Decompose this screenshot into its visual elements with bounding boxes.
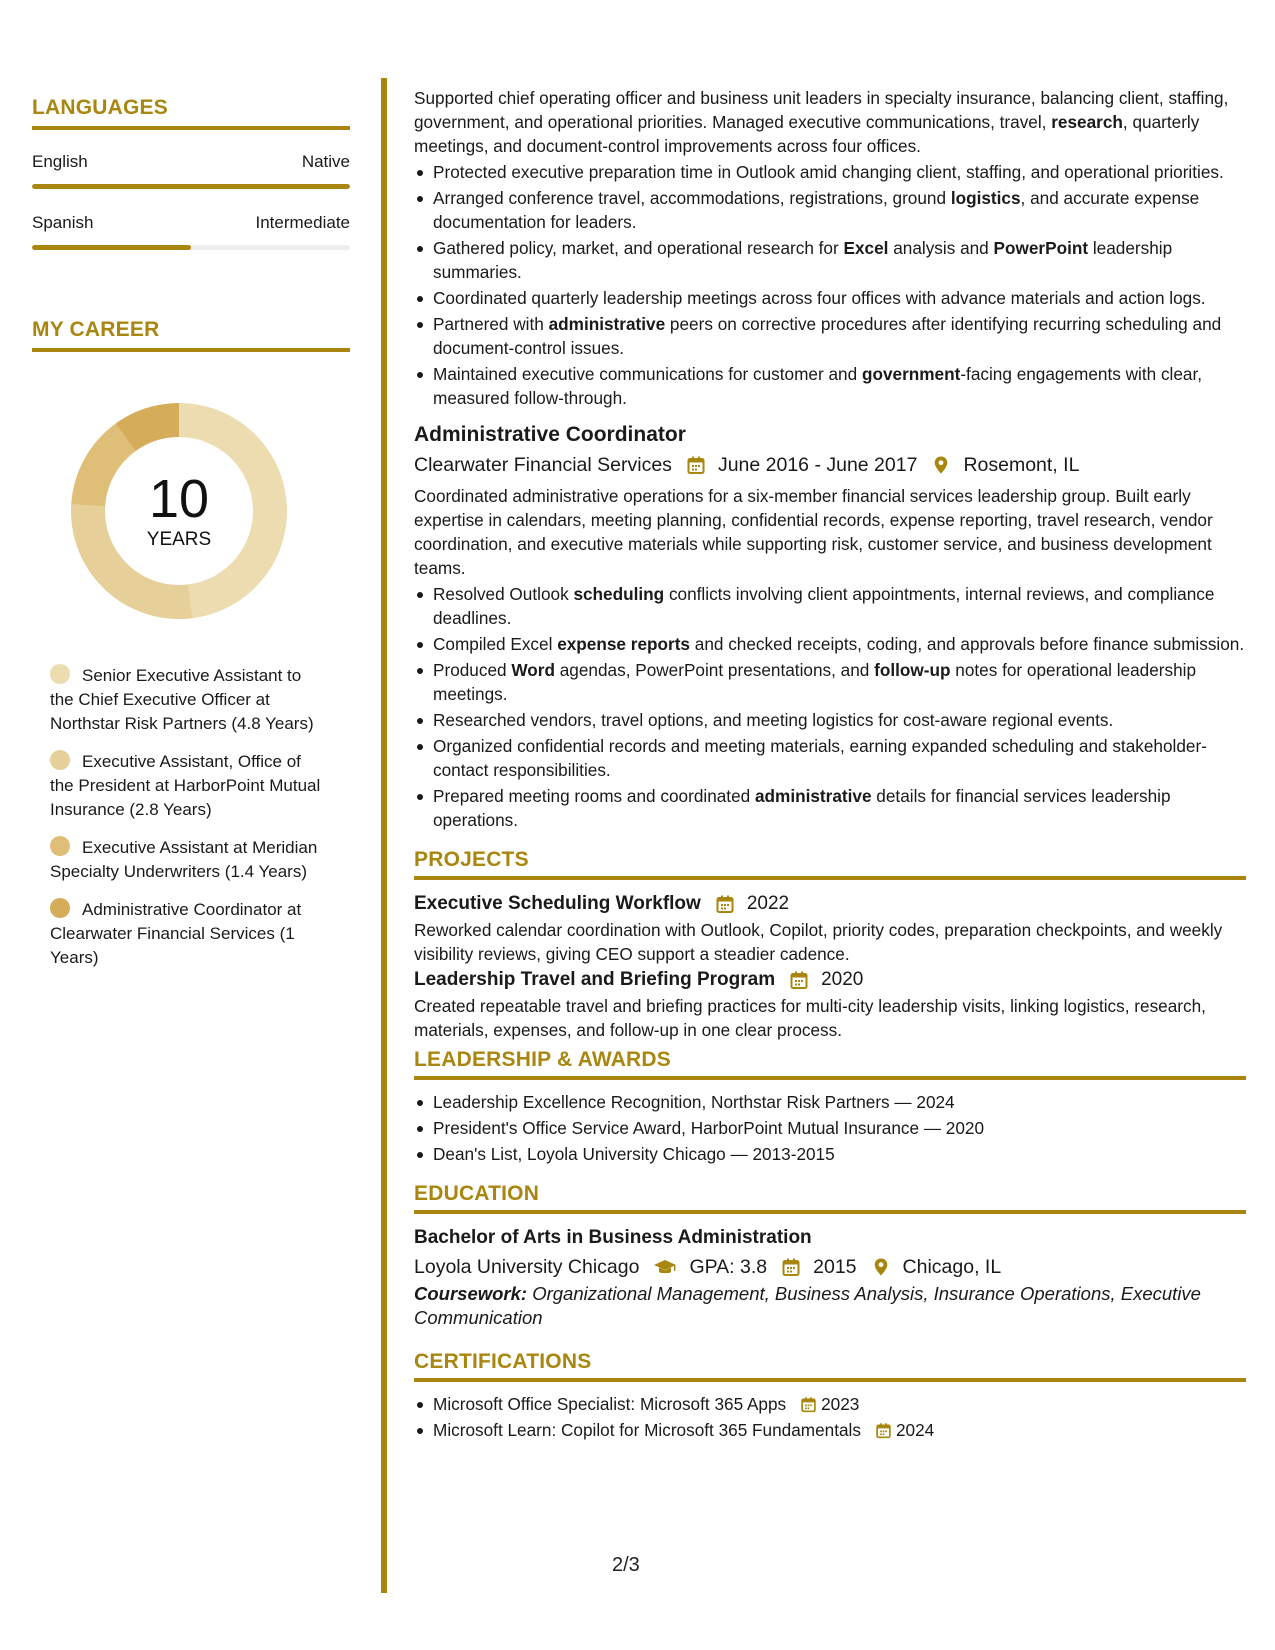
legend-label: Senior Executive Assistant to the Chief Executive Officer at Northstar Risk Partners (4.8 Years) xyxy=(50,666,314,733)
legend-label: Administrative Coordinator at Clearwater Financial Services (1 Years) xyxy=(50,900,302,967)
legend-label: Executive Assistant, Office of the President at HarborPoint Mutual Insurance (2.8 Years) xyxy=(50,752,321,819)
right-column xyxy=(414,86,1246,1444)
project-year: 2020 xyxy=(821,969,864,990)
education-title: EDUCATION xyxy=(414,1182,540,1205)
projects-title: PROJECTS xyxy=(414,848,529,871)
certification-item: Microsoft Office Specialist: Microsoft 365 Apps 2023 xyxy=(414,1392,1246,1416)
bullet-item: Compiled Excel expense reports and checked receipts, coding, and approvals before finance submission. xyxy=(414,632,1246,656)
certifications-section xyxy=(414,1350,1246,1442)
career-legend-item xyxy=(50,898,325,970)
graduation-cap-icon xyxy=(653,1257,677,1277)
job-location: Rosemont, IL xyxy=(963,454,1080,476)
languages-rule xyxy=(32,126,350,130)
education-year: 2015 xyxy=(813,1256,857,1278)
career-legend-item xyxy=(50,750,325,822)
bullet-item: Organized confidential records and meeting materials, earning expanded scheduling and stakeholder-contact responsibilities. xyxy=(414,734,1246,782)
job-summary: Coordinated administrative operations for a six-member financial services leadership group. Built early expertise in calendars, meeting planning, confidential records, expense reporting, travel research, vendor coordination, and executive materials while supporting risk, customer service, and business development teams. xyxy=(414,486,1213,578)
bullet-item: Coordinated quarterly leadership meetings across four offices with advance materials and action logs. xyxy=(414,286,1246,310)
career-legend xyxy=(32,664,350,970)
page-number: 2/3 xyxy=(612,1554,640,1576)
project-description: Created repeatable travel and briefing practices for multi-city leadership visits, linking logistics, research, materials, expenses, and follow-up in one clear process. xyxy=(414,996,1206,1040)
previous-job-bullets xyxy=(414,160,1246,410)
legend-dot xyxy=(50,664,70,684)
calendar-icon xyxy=(781,1257,801,1277)
language-name: English xyxy=(32,152,88,171)
language-bar xyxy=(32,245,350,250)
previous-job-summary: Supported chief operating officer and business unit leaders in specialty insurance, balancing client, staffing, government, and operational priorities. Managed executive communications, travel, research, quarterly meetings, and document-control improvements across four offices. xyxy=(414,88,1229,156)
awards-title: LEADERSHIP & AWARDS xyxy=(414,1048,671,1071)
project-description: Reworked calendar coordination with Outlook, Copilot, priority codes, preparation checkpoints, and weekly visibility reviews, giving CEO support a steadier cadence. xyxy=(414,920,1223,964)
education-rule xyxy=(414,1210,1246,1214)
job-bullets xyxy=(414,582,1246,832)
language-name: Spanish xyxy=(32,213,94,232)
bullet-item: Arranged conference travel, accommodations, registrations, ground logistics, and accurate expense documentation for leaders. xyxy=(414,186,1246,234)
award-item: Dean's List, Loyola University Chicago — 2013-2015 xyxy=(414,1142,1246,1166)
legend-dot xyxy=(50,836,70,856)
certification-year: 2024 xyxy=(895,1420,935,1440)
legend-dot xyxy=(50,898,70,918)
certification-year: 2023 xyxy=(821,1394,860,1414)
certification-item: Microsoft Learn: Copilot for Microsoft 365 Fundamentals 2024 xyxy=(414,1418,1246,1442)
legend-dot xyxy=(50,750,70,770)
project-year: 2022 xyxy=(746,893,790,914)
map-pin-icon xyxy=(931,455,951,475)
awards-list xyxy=(414,1090,1246,1166)
map-pin-icon xyxy=(871,1257,891,1277)
left-column xyxy=(32,96,350,984)
project-title: Leadership Travel and Briefing Program 2020 xyxy=(414,966,1246,994)
calendar-icon xyxy=(875,1422,892,1439)
award-item: Leadership Excellence Recognition, Northstar Risk Partners — 2024 xyxy=(414,1090,1246,1114)
career-rule xyxy=(32,348,350,352)
job-title: Administrative Coordinator xyxy=(414,423,686,446)
education-meta xyxy=(414,1252,1246,1282)
career-donut-chart xyxy=(64,396,294,626)
education-degree: Bachelor of Arts in Business Administration xyxy=(414,1227,812,1248)
awards-rule xyxy=(414,1076,1246,1080)
career-legend-item xyxy=(50,664,325,736)
certifications-list xyxy=(414,1392,1246,1442)
calendar-icon xyxy=(800,1396,817,1413)
job-company: Clearwater Financial Services xyxy=(414,454,672,476)
language-bar xyxy=(32,184,350,189)
career-years-label: YEARS xyxy=(146,529,212,550)
language-level: Native xyxy=(301,152,350,171)
bullet-item: Prepared meeting rooms and coordinated administrative details for financial services leadership operations. xyxy=(414,784,1246,832)
bullet-item: Gathered policy, market, and operational research for Excel analysis and PowerPoint leadership summaries. xyxy=(414,236,1246,284)
calendar-icon xyxy=(789,970,809,990)
education-location: Chicago, IL xyxy=(902,1256,1002,1278)
language-level: Intermediate xyxy=(255,213,350,232)
language-bar-fill xyxy=(32,184,350,189)
award-item: President's Office Service Award, HarborPoint Mutual Insurance — 2020 xyxy=(414,1116,1246,1140)
bullet-item: Protected executive preparation time in Outlook amid changing client, staffing, and operational priorities. xyxy=(414,160,1246,184)
career-title: MY CAREER xyxy=(32,318,160,341)
language-english xyxy=(32,152,350,189)
certifications-title: CERTIFICATIONS xyxy=(414,1350,592,1373)
education-section xyxy=(414,1182,1246,1330)
certifications-rule xyxy=(414,1378,1246,1382)
projects-rule xyxy=(414,876,1246,880)
job-dates: June 2016 - June 2017 xyxy=(717,454,918,476)
career-legend-item xyxy=(50,836,325,884)
coursework-label: Coursework: xyxy=(414,1283,528,1304)
language-bar-fill xyxy=(32,245,191,250)
bullet-item: Produced Word agendas, PowerPoint presentations, and follow-up notes for operational leadership meetings. xyxy=(414,658,1246,706)
bullet-item: Partnered with administrative peers on corrective procedures after identifying recurring scheduling and document-control issues. xyxy=(414,312,1246,360)
calendar-icon xyxy=(715,894,735,914)
language-spanish xyxy=(32,213,350,250)
projects-section xyxy=(414,848,1246,1042)
calendar-icon xyxy=(686,455,706,475)
languages-title: LANGUAGES xyxy=(32,96,168,119)
column-divider xyxy=(381,78,387,1593)
project-title: Executive Scheduling Workflow 2022 xyxy=(414,890,1246,918)
career-total-years: 10 xyxy=(148,469,210,529)
bullet-item: Researched vendors, travel options, and meeting logistics for cost-aware regional events. xyxy=(414,708,1246,732)
bullet-item: Maintained executive communications for customer and government-facing engagements with clear, measured follow-through. xyxy=(414,362,1246,410)
education-gpa: GPA: 3.8 xyxy=(689,1256,768,1278)
job-meta xyxy=(414,450,1246,480)
education-coursework: Coursework: Organizational Management, Business Analysis, Insurance Operations, Executive Communication xyxy=(414,1283,1201,1328)
awards-section xyxy=(414,1048,1246,1166)
education-school: Loyola University Chicago xyxy=(414,1256,640,1278)
legend-label: Executive Assistant at Meridian Specialty Underwriters (1.4 Years) xyxy=(50,838,318,881)
bullet-item: Resolved Outlook scheduling conflicts involving client appointments, internal reviews, and compliance deadlines. xyxy=(414,582,1246,630)
